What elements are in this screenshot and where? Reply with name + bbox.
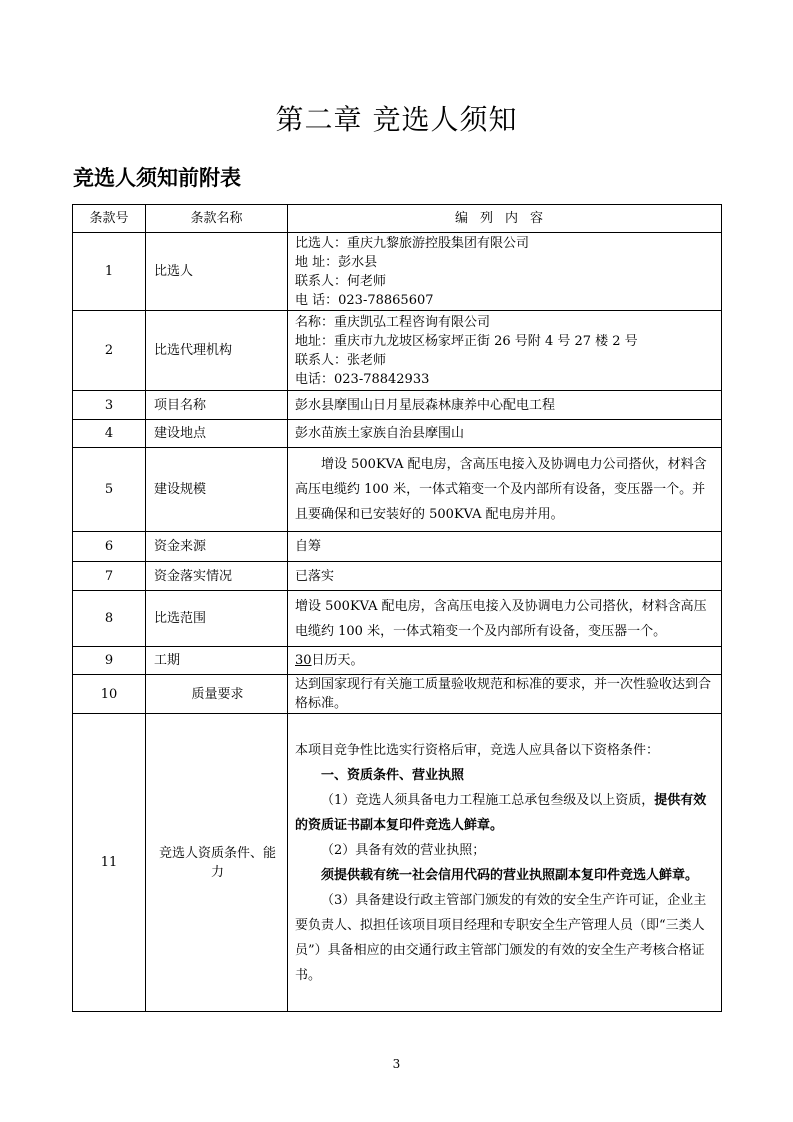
clause-name: 比选代理机构 <box>146 311 288 391</box>
table-header-row <box>73 205 722 233</box>
clause-name: 质量要求 <box>146 675 288 714</box>
clause-no: 2 <box>73 311 146 391</box>
content-text-bold: 提供有效的资质证书副本复印件竞选人鲜章。 <box>295 792 707 833</box>
content-paragraph: （3）具备建设行政主管部门颁发的有效的安全生产许可证，企业主要负责人、拟担任该项目项目经理和专职安全生产管理人员（即“三类人员”）具备相应的由交通行政主管部门颁发的有效的安全生产考核合格证书。 <box>295 892 707 983</box>
content-paragraph: 本项目竞争性比选实行资格后审，竞选人应具备以下资格条件： <box>295 742 660 758</box>
clause-content <box>288 714 722 1012</box>
clause-no: 1 <box>73 233 146 311</box>
clause-no: 5 <box>73 448 146 532</box>
table-row <box>73 233 722 311</box>
header-clause-name: 条款名称 <box>146 205 288 233</box>
table-row <box>73 714 722 1012</box>
content-line: 联系人：张老师 <box>295 352 387 368</box>
clause-content <box>288 448 722 532</box>
table-row <box>73 675 722 714</box>
clause-no: 3 <box>73 391 146 420</box>
table-row <box>73 647 722 675</box>
duration-days: 30 <box>295 653 312 668</box>
clause-content <box>288 647 722 675</box>
content-line: 地 址：彭水县 <box>295 254 378 270</box>
content-line: 电 话：023-78865607 <box>295 292 434 308</box>
clause-name: 项目名称 <box>146 391 288 420</box>
table-row <box>73 591 722 647</box>
clause-no: 4 <box>73 420 146 448</box>
clause-name: 工期 <box>146 647 288 675</box>
clause-content: 达到国家现行有关施工质量验收规范和标准的要求，并一次性验收达到合格标准。 <box>288 675 722 714</box>
clause-no: 9 <box>73 647 146 675</box>
clause-name: 比选范围 <box>146 591 288 647</box>
clause-content: 自筹 <box>288 532 722 562</box>
clause-name: 比选人 <box>146 233 288 311</box>
clause-content <box>288 233 722 311</box>
table-row <box>73 311 722 391</box>
content-paragraph: 增设 500KVA 配电房，含高压电接入及协调电力公司搭伙，材料含高压电缆约 100 米，一体式箱变一个及内部所有设备，变压器一个。 <box>295 598 707 639</box>
content-paragraph: （2）具备有效的营业执照； <box>321 842 486 858</box>
clause-no: 7 <box>73 562 146 591</box>
content-paragraph <box>295 788 715 838</box>
page-number: 3 <box>392 1057 401 1071</box>
clause-name: 资金来源 <box>146 532 288 562</box>
clause-no: 8 <box>73 591 146 647</box>
clause-no: 10 <box>73 675 146 714</box>
clause-content: 彭水县摩围山日月星辰森林康养中心配电工程 <box>288 391 722 420</box>
duration-unit: 日历天。 <box>311 653 364 668</box>
clause-content <box>288 311 722 391</box>
clause-no: 6 <box>73 532 146 562</box>
clause-name: 建设地点 <box>146 420 288 448</box>
clause-content: 彭水苗族土家族自治县摩围山 <box>288 420 722 448</box>
table-row <box>73 448 722 532</box>
section-title: 竞选人须知前附表 <box>73 165 241 190</box>
table-row <box>73 532 722 562</box>
content-line: 名称：重庆凯弘工程咨询有限公司 <box>295 314 491 330</box>
table-row <box>73 420 722 448</box>
content-paragraph: 须提供载有统一社会信用代码的营业执照副本复印件竞选人鲜章。 <box>321 867 699 883</box>
content-text: （1）竞选人须具备电力工程施工总承包叁级及以上资质， <box>321 792 655 808</box>
clause-name: 建设规模 <box>146 448 288 532</box>
chapter-title: 第二章 竞选人须知 <box>275 103 518 136</box>
header-clause-no: 条款号 <box>73 205 146 233</box>
instructions-table <box>72 204 722 1012</box>
content-line: 比选人：重庆九黎旅游控股集团有限公司 <box>295 235 530 251</box>
table-row <box>73 562 722 591</box>
content-paragraph: 增设 500KVA 配电房，含高压电接入及协调电力公司搭伙，材料含高压电缆约 100 米，一体式箱变一个及内部所有设备，变压器一个。并且要确保和已安装好的 500KVA 配电房并用。 <box>295 457 707 522</box>
clause-content: 已落实 <box>288 562 722 591</box>
clause-name: 竞选人资质条件、能力 <box>146 714 288 1012</box>
clause-name: 资金落实情况 <box>146 562 288 591</box>
content-heading: 一、资质条件、营业执照 <box>321 767 465 783</box>
header-content: 编列内容 <box>288 205 722 233</box>
content-line: 电话：023-78842933 <box>295 371 430 387</box>
table-row <box>73 391 722 420</box>
clause-content <box>288 591 722 647</box>
clause-no: 11 <box>73 714 146 1012</box>
content-line: 地址：重庆市九龙坡区杨家坪正街 26 号附 4 号 27 楼 2 号 <box>295 333 638 349</box>
content-line: 联系人：何老师 <box>295 273 387 289</box>
